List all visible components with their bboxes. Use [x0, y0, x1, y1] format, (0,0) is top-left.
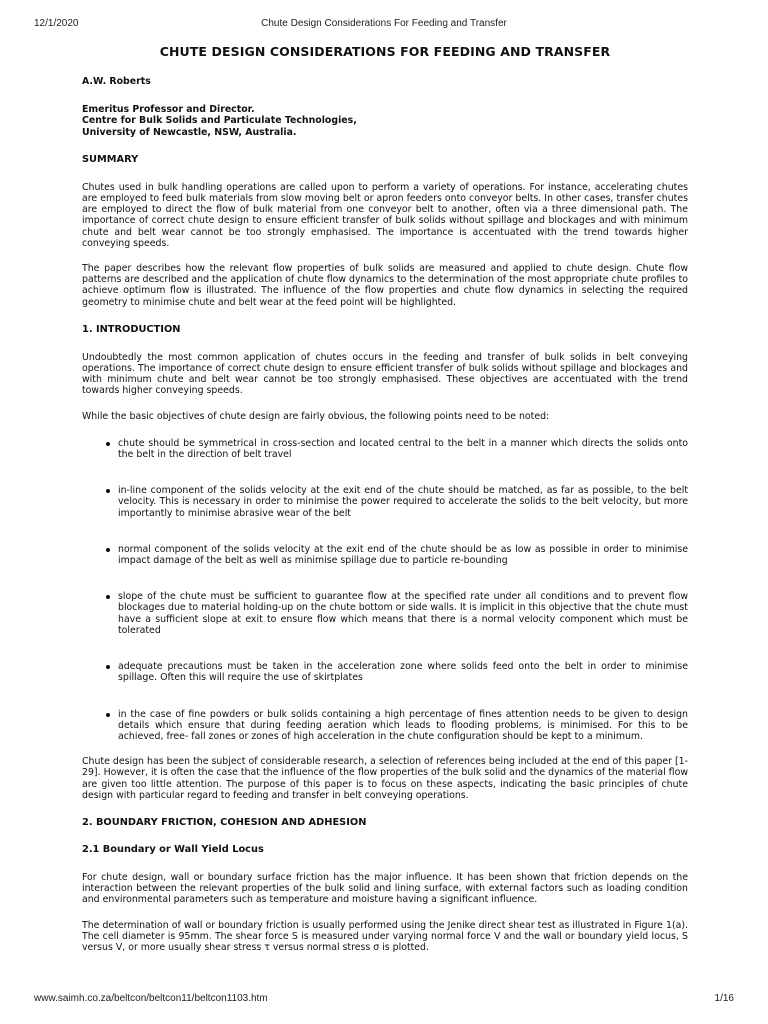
introduction-heading: 1. INTRODUCTION [82, 323, 181, 335]
design-points-list [82, 438, 688, 742]
affiliation-line-2: Centre for Bulk Solids and Particulate Technologies, [82, 115, 357, 127]
section-2-1-paragraph-1: For chute design, wall or boundary surface friction has the major influence. It has been shown that friction depends on the interaction between the relevant properties of the bulk solid and lining surface, with external factors such as loading condition and environmental parameters such as temperature and moisture having a significant influence. [82, 871, 688, 906]
print-title: Chute Design Considerations For Feeding and Transfer [261, 18, 507, 29]
page-url: www.saimh.co.za/beltcon/beltcon11/beltcon1103.htm [34, 993, 268, 1004]
affiliation [82, 104, 688, 138]
summary-paragraph-1: Chutes used in bulk handling operations are called upon to perform a variety of operations. For instance, accelerating chutes are employed to feed bulk materials from slow moving belt or apron feeders onto conveyor belts. In other cases, transfer chutes are employed to direct the flow of bulk material from one conveyor belt to another, often via a three dimensional path. The importance of correct chute design to ensure efficient transfer of bulk solids without spillage and blockages and with minimum chute and belt wear cannot be too strongly emphasised. The importance is accentuated with the trend towards higher conveying speeds. [82, 181, 688, 249]
introduction-paragraph-1: Undoubtedly the most common application of chutes occurs in the feeding and transfer of bulk solids in belt conveying operations. The importance of correct chute design to ensure efficient transfer of bulk solids without spillage and blockages and with minimum chute and belt wear cannot be too strongly emphasised. These objectives are accentuated with the trend towards higher conveying speeds. [82, 351, 688, 397]
print-date: 12/1/2020 [34, 18, 79, 29]
document-title: CHUTE DESIGN CONSIDERATIONS FOR FEEDING AND TRANSFER [159, 44, 611, 59]
list-item: in-line component of the solids velocity at the exit end of the chute should be matched, as far as possible, to the belt velocity. This is necessary in order to minimise the power required to accelerate the solids to the belt velocity, but more importantly to minimise abrasive wear of the belt [118, 485, 688, 519]
document-body [82, 44, 688, 953]
list-item: normal component of the solids velocity at the exit end of the chute should be as low as possible in order to minimise impact damage of the belt as well as minimise spillage due to particle re-bounding [118, 543, 688, 567]
section-2-heading: 2. BOUNDARY FRICTION, COHESION AND ADHESION [82, 816, 367, 828]
list-item: in the case of fine powders or bulk solids containing a high percentage of fines attention needs to be given to design details which ensure that during feeding aeration which leads to flooding problems, is minimised. For this to be achieved, free- fall zones or zones of high acceleration in the chute configuration should be kept to a minimum. [118, 708, 688, 742]
summary-paragraph-2: The paper describes how the relevant flow properties of bulk solids are measured and applied to chute design. Chute flow patterns are described and the application of chute flow dynamics to the determination of the most appropriate chute profiles to achieve optimum flow is illustrated. The influence of the flow properties and chute flow dynamics in selecting the required geometry to minimise chute and belt wear at the feed point will be highlighted. [82, 263, 688, 308]
author: A.W. Roberts [82, 76, 151, 87]
list-item: slope of the chute must be sufficient to guarantee flow at the specified rate under all conditions and to prevent flow blockages due to material holding-up on the chute bottom or side walls. It is implicit in this objective that the chute must have a sufficient slope at exit to ensure flow which means that there is a normal velocity component which must be tolerated [118, 591, 688, 636]
page-number: 1/16 [714, 993, 734, 1004]
list-item: adequate precautions must be taken in the acceleration zone where solids feed onto the belt in order to minimise spillage. Often this will require the use of skirtplates [118, 661, 688, 684]
introduction-paragraph-3: Chute design has been the subject of considerable research, a selection of references being included at the end of this paper [1-29]. However, it is often the case that the influence of the flow properties of the bulk solid and the dynamics of the material flow are given too little attention. The purpose of this paper is to focus on these aspects, indicating the basic principles of chute design with particular regard to feeding and transfer in belt conveying operations. [82, 756, 688, 801]
list-item: chute should be symmetrical in cross-section and located central to the belt in a manner which directs the solids onto the belt in the direction of belt travel [118, 437, 688, 461]
summary-heading: SUMMARY [82, 153, 139, 165]
section-2-1-paragraph-2: The determination of wall or boundary friction is usually performed using the Jenike direct shear test as illustrated in Figure 1(a). The cell diameter is 95mm. The shear force S is measured under varying normal force V and the wall or boundary yield locus, S versus V, or more usually shear stress τ versus normal stress σ is plotted. [82, 919, 688, 953]
section-2-1-heading: 2.1 Boundary or Wall Yield Locus [82, 843, 264, 855]
affiliation-line-3: University of Newcastle, NSW, Australia. [82, 126, 297, 138]
introduction-paragraph-2: While the basic objectives of chute design are fairly obvious, the following points need to be noted: [82, 410, 550, 422]
affiliation-line-1: Emeritus Professor and Director. [82, 104, 255, 116]
